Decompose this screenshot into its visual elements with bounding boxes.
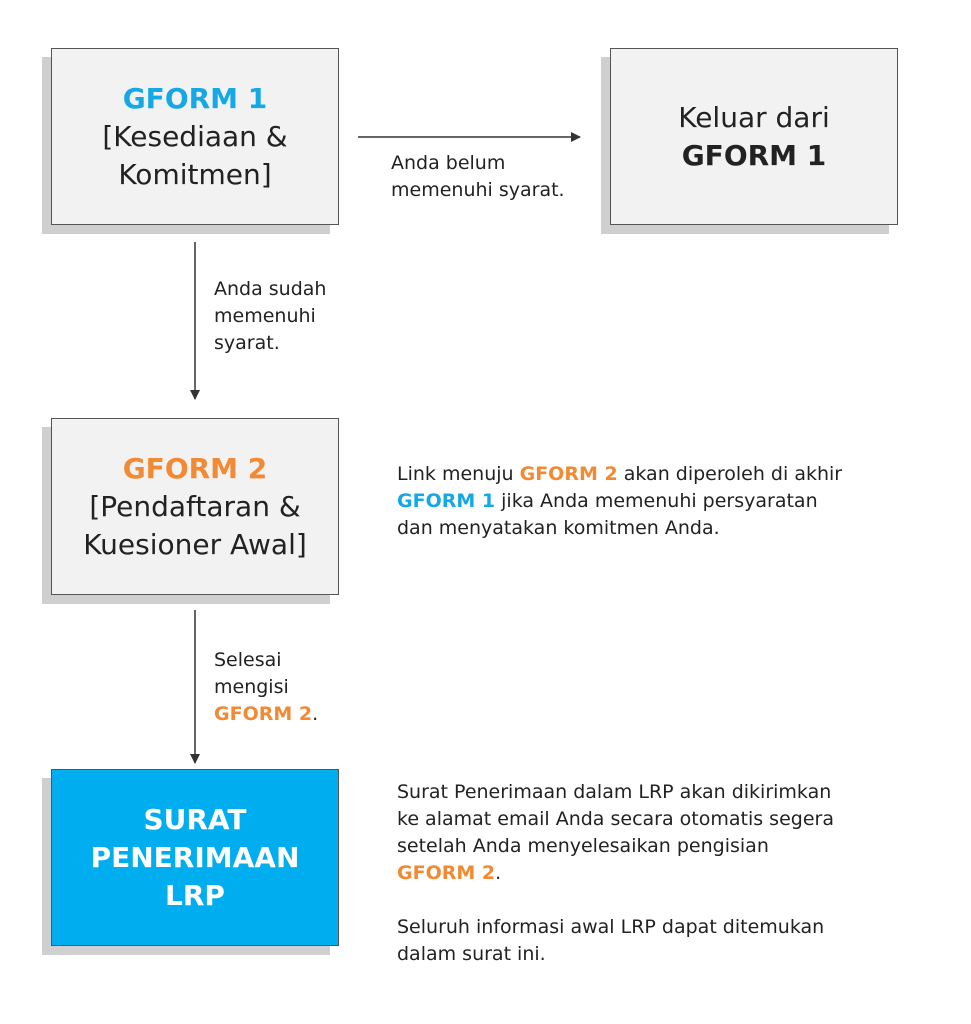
note-surat-suffix: . bbox=[495, 862, 502, 884]
gform1-title: GFORM 1 bbox=[122, 81, 268, 115]
gform2-title: GFORM 2 bbox=[122, 451, 268, 485]
edge-label-finished bbox=[214, 647, 318, 728]
surat-line1: SURAT bbox=[143, 802, 247, 836]
surat-line2: PENERIMAAN bbox=[90, 840, 300, 874]
edge-label-eligible-line1: Anda sudah bbox=[214, 278, 327, 300]
edge-label-eligible bbox=[214, 276, 326, 357]
note-link bbox=[397, 461, 842, 542]
edge-label-finished-line3 bbox=[214, 701, 318, 728]
note-link-text3: jika Anda memenuhi persyaratan bbox=[495, 490, 818, 512]
note-surat-line5: Seluruh informasi awal LRP dapat ditemukan bbox=[397, 916, 825, 938]
edge-label-not-eligible bbox=[391, 150, 565, 204]
edge-label-finished-line2: mengisi bbox=[214, 676, 289, 698]
note-surat-line4 bbox=[397, 860, 834, 887]
gform1-line1: [Kesediaan & bbox=[102, 119, 288, 153]
note-surat-line2: ke alamat email Anda secara otomatis segera bbox=[397, 808, 834, 830]
gform1-line2: Komitmen] bbox=[118, 157, 272, 191]
gform2-line1: [Pendaftaran & bbox=[89, 489, 301, 523]
gform2-line2: Kuesioner Awal] bbox=[83, 527, 307, 561]
note-link-text2: akan diperoleh di akhir bbox=[617, 463, 843, 485]
edge-label-finished-suffix: . bbox=[312, 703, 319, 725]
edge-label-not-eligible-line2: memenuhi syarat. bbox=[391, 179, 565, 201]
note-surat-highlight: GFORM 2 bbox=[397, 862, 496, 884]
note-link-text1: Link menuju bbox=[397, 463, 520, 485]
note-surat-line6: dalam surat ini. bbox=[397, 943, 546, 965]
note-link-line3: dan menyatakan komitmen Anda. bbox=[397, 517, 720, 539]
edge-label-eligible-line3: syarat. bbox=[214, 332, 280, 354]
note-surat bbox=[397, 779, 834, 968]
gform2-box bbox=[51, 418, 339, 595]
note-link-line2 bbox=[397, 488, 842, 515]
edge-label-finished-line1: Selesai bbox=[214, 649, 282, 671]
edge-label-finished-highlight: GFORM 2 bbox=[214, 703, 313, 725]
exit-line1: Keluar dari bbox=[678, 100, 830, 134]
gform1-box bbox=[51, 48, 339, 225]
exit-box bbox=[610, 48, 898, 225]
surat-box bbox=[51, 769, 339, 946]
surat-line3: LRP bbox=[165, 878, 225, 912]
note-surat-line3: setelah Anda menyelesaikan pengisian bbox=[397, 835, 769, 857]
note-link-line1 bbox=[397, 461, 842, 488]
note-link-highlight1: GFORM 2 bbox=[519, 463, 618, 485]
exit-title: GFORM 1 bbox=[681, 138, 827, 172]
edge-label-eligible-line2: memenuhi bbox=[214, 305, 316, 327]
note-surat-spacer bbox=[397, 887, 834, 914]
note-surat-line1: Surat Penerimaan dalam LRP akan dikirimkan bbox=[397, 781, 832, 803]
edge-label-not-eligible-line1: Anda belum bbox=[391, 152, 506, 174]
note-link-highlight2: GFORM 1 bbox=[397, 490, 496, 512]
